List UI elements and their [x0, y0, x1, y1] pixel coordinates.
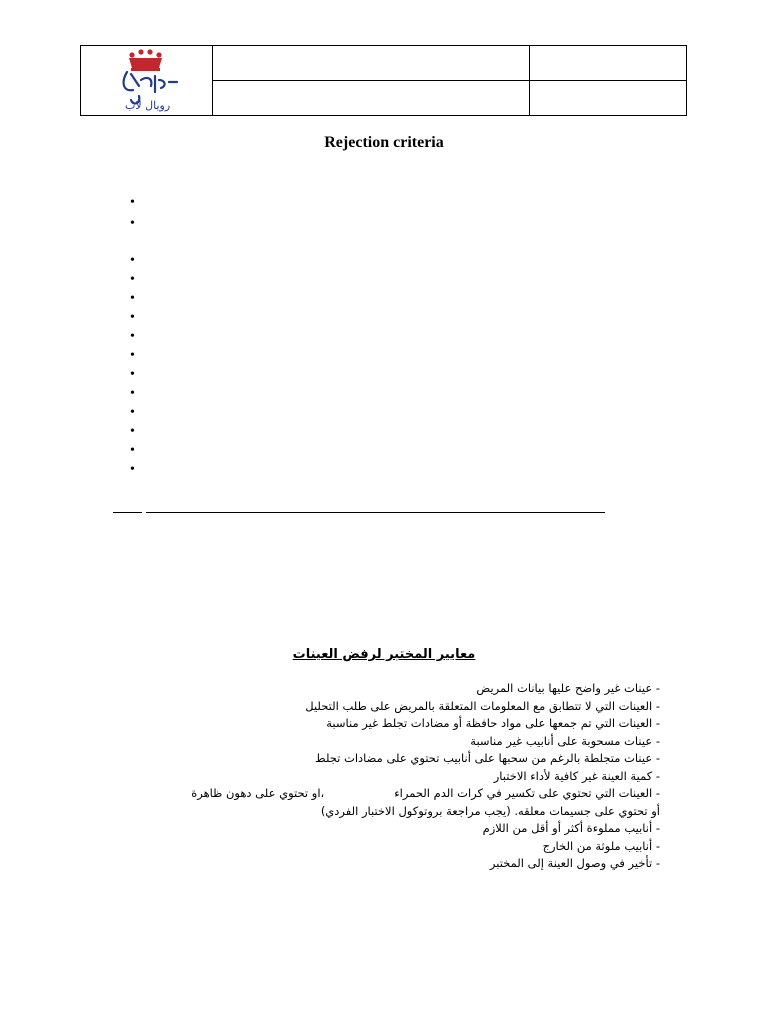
- bullet-item: •: [130, 462, 135, 477]
- brand-ar-label: رويال لاب: [125, 99, 171, 112]
- arabic-title-text: معايير المختبر لرفض العينات: [292, 647, 476, 662]
- bullet-item: •: [130, 329, 135, 344]
- arabic-criteria-list: [140, 680, 660, 873]
- criterion-item: - أنابيب مملوءة أكثر أو أقل من اللازم: [482, 821, 660, 835]
- bullet-item: •: [130, 310, 135, 325]
- separator-short: [113, 512, 142, 513]
- separator-long: [146, 512, 605, 513]
- bullet-item: •: [130, 443, 135, 458]
- criterion-item: - العينات التي تم جمعها على مواد حافظة أو مضادات تجلط غير مناسبة: [326, 716, 660, 730]
- bullet-item: •: [130, 253, 135, 268]
- criterion-item: - عينات متجلطة بالرغم من سحبها على أنابيب تحتوي على مضادات تجلط: [315, 751, 660, 765]
- criterion-item: - العينات التي لا تتطابق مع المعلومات المتعلقة بالمريض على طلب التحليل: [305, 698, 660, 713]
- bullet-item: •: [130, 424, 135, 439]
- criterion-item: - عينات مسحوبة على أنابيب غير مناسبة: [470, 733, 660, 748]
- header-cell-top-right: [530, 46, 687, 81]
- bullet-item: •: [130, 386, 135, 401]
- bullet-item: •: [130, 216, 135, 231]
- criterion-part: - العينات التي تحتوي على تكسير في كرات الدم الحمراء: [394, 786, 660, 800]
- criterion-part: ،او تحتوي على دهون ظاهرة: [191, 786, 325, 800]
- bullet-item: •: [130, 195, 135, 210]
- criterion-item: - تأخير في وصول العينة إلى المختبر: [489, 856, 660, 870]
- bullet-item: •: [130, 291, 135, 306]
- criterion-item: - أنابيب ملوثة من الخارج: [542, 838, 660, 853]
- header-cell-bottom-middle: [213, 81, 530, 116]
- bullet-item: •: [130, 367, 135, 382]
- criterion-item-hemolysis: [140, 785, 660, 803]
- header-cell-top-middle: [213, 46, 530, 81]
- bullet-item: •: [130, 405, 135, 420]
- logo-text-layer: [81, 46, 212, 117]
- arabic-title: [0, 638, 768, 665]
- header-table: [80, 45, 687, 116]
- criterion-item: - عينات غير واضح عليها بيانات المريض: [476, 681, 660, 695]
- bullet-item: •: [130, 348, 135, 363]
- criterion-continuation: أو تحتوي على جسيمات معلقه. (يجب مراجعة بروتوكول الاختبار الفردي): [320, 803, 660, 818]
- criterion-item: - كمية العينة غير كافية لأداء الاختبار: [493, 768, 660, 783]
- logo-cell: [81, 46, 213, 116]
- page-title: Rejection criteria: [324, 134, 444, 151]
- bullet-item: •: [130, 272, 135, 287]
- header-cell-bottom-right: [530, 81, 687, 116]
